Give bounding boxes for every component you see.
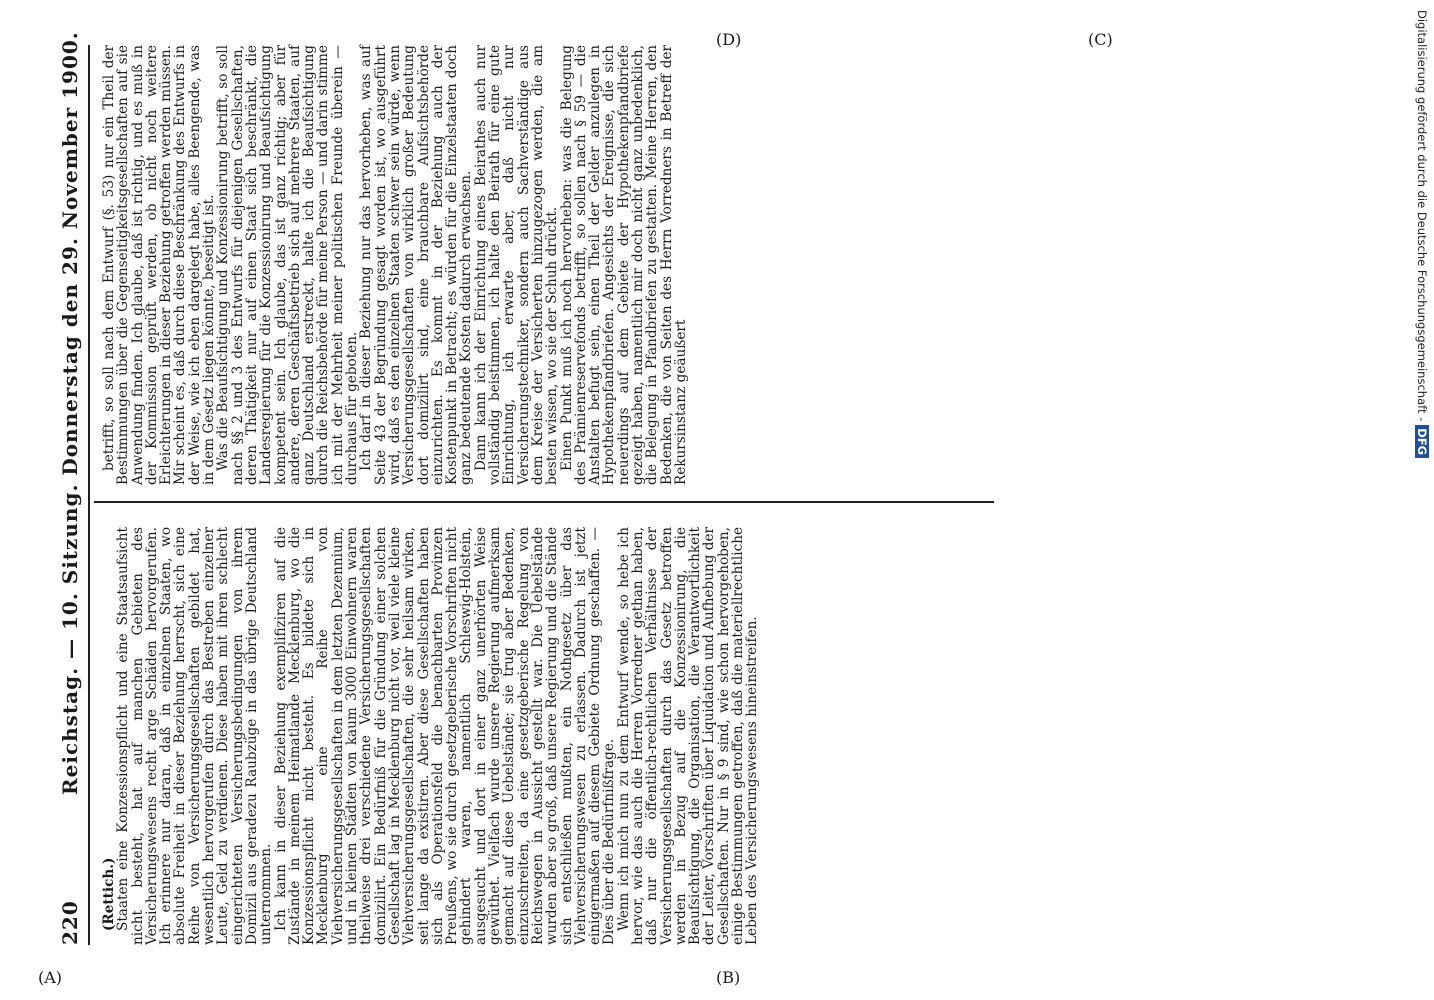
dfg-logo: DFG bbox=[1415, 425, 1429, 458]
rotated-page-content bbox=[58, 31, 1418, 945]
margin-letter-b: (B) bbox=[716, 968, 741, 987]
speaker-name: (Rettich.) bbox=[101, 857, 117, 931]
paragraph: betrifft, so soll nach dem Entwurf (§. 53) nur ein Theil der Bestimmungen über die Gegenseitigkeitsgesellschaften auf sie Anwendung finden. Ich glaube, daß ist richtig, und es muß in der Kommission geprüft werden, ob nicht noch weitere Erleichterungen in dieser Beziehung getroffen werden müssen. Mir scheint es, daß durch diese Beschränkung des Entwurfs in der Weise, wie ich eben dargelegt habe, alles Beengende, was in dem Gesetz liegen könnte, beseitigt ist. bbox=[101, 45, 218, 485]
paragraph: Staaten eine Konzessionspflicht und eine Staatsaufsicht nicht besteht, hat auf manchen Gebieten des Versicherungswesens recht arge Schäden hervorgerufen. Ich erinnere nur daran, daß in einzelnen Staaten, wo absolute Freiheit in dieser Beziehung herrscht, sich eine Reihe von Versicherungsgesellschaften gebildet hat, wesentlich hervorgerufen durch das Bestreben einzelner Leute, Geld zu verdienen. Diese haben mit ihren schlecht eingerichteten Versicherungsbedingungen von ihrem Domizil aus geradezu Raubzüge in das übrige Deutschland unternommen. bbox=[115, 527, 275, 945]
column-divider bbox=[94, 501, 994, 503]
paragraph: Dann kann ich der Einrichtung eines Beirathes auch nur vollständig beistimmen, ich halte den Beirath für eine gute Einrichtung, ich erwarte aber, daß nicht nur Versicherungstechniker, sondern auch Sachverständige aus dem Kreise der Versicherten hinzugezogen werden, die am besten wissen, wo sie der Schuh drückt. bbox=[472, 45, 561, 485]
paragraph: Ich kann in dieser Beziehung exemplifiziren auf die Zustände in meinem Heimatlande Mecklenburg, wo die Konzessionspflicht nicht besteht. Es bildete sich in Mecklenburg eine Reihe von Viehversicherungsgesellschaften in dem letzten Dezennium, und in kleinen Städten von kaum 3000 Einwohnern waren theilweise drei verschiedene Versicherungsgesellschaften domizilirt. Ein Bedürfniß für die Gründung einer solchen Gesellschaft lag in Mecklenburg nicht vor, weil viele kleine Viehversicherungsgesellschaften, die sehr heilsam wirken, seit lange da existiren. Aber diese Gesellschaften haben sich als Operationsfeld die benachbarten Provinzen Preußens, wo sie durch gesetzgeberische Vorschriften nicht gehindert waren, namentlich Schleswig-Holstein, ausgesucht und dort in einer ganz unerhörten Weise gewüthet. Vielfach wurde unsere Regierung aufmerksam gemacht auf diese Uebelstände; sie trug aber Bedenken, einzuschreiten, da eine gesetzgeberische Regelung von Reichswegen in Aussicht gestellt war. Die Uebelstände wurden aber so groß, daß unsere Regierung und die Stände sich entschließen mußten, ein Nothgesetz über das Viehversicherungswesen zu erlassen. Dadurch ist jetzt einigermaßen auf diesem Gebiete Ordnung geschaffen. — Dies über die Bedürfnißfrage. bbox=[272, 527, 618, 945]
paragraph: Ich darf in dieser Beziehung nur das hervorheben, was auf Seite 43 der Begründung gesagt worden ist, wo ausgeführt wird, daß es den einzelnen Staaten schwer sein würde, wenn Versicherungsgesellschaften von wirklich großer Bedeutung dort domizilirt sind, eine brauchbare Aufsichtsbehörde einzurichten. Es kommt in der Beziehung auch der Kostenpunkt in Betracht; es würden für die Einzelstaaten doch ganz bedeutende Kosten dadurch erwachsen. bbox=[358, 45, 475, 485]
page-header bbox=[58, 31, 86, 945]
margin-letter-d: (D) bbox=[716, 30, 742, 49]
credit-text: Digitalisierung gefördert durch die Deutsche Forschungsgemeinschaft - bbox=[1415, 10, 1429, 422]
margin-letter-a: (A) bbox=[38, 968, 63, 987]
page-number: 220 bbox=[58, 900, 82, 945]
left-column bbox=[101, 527, 761, 945]
page-title: Reichstag. — 10. Sitzung. Donnerstag den 29. November 1900. bbox=[58, 31, 82, 795]
paragraph: Wenn ich mich nun zu dem Entwurf wende, so hebe ich hervor, wie das auch die Herren Vorredner gethan haben, daß nur die öffentlich-rechtlichen Verhältnisse der Versicherungsgesellschaften durch das Gesetz betroffen werden in Bezug auf die Konzessionirung, die Beaufsichtigung, die Organisation, die Verantwortlichkeit der Leiter, Vorschriften über Liquidation und Aufhebung der Gesellschaften. Nur in § 9 sind, wie schon hervorgehoben, einige Bestimmungen getroffen, daß die materiellrechtliche Leben des Versicherungswesens hineinstreifen. bbox=[615, 527, 761, 945]
paragraph: Was die Beaufsichtigung und Konzessionirung betrifft, so soll nach §§ 2 und 3 des Entwurfs für diejenigen Gesellschaften, deren Thätigkeit nur auf einen Staat sich beschränkt, die Landesregierung für die Konzessionirung und Beaufsichtigung kompetent sein. Ich glaube, das ist ganz richtig; aber für andere, deren Geschäftsbetrieb sich auf mehrere Staaten, auf ganz Deutschland erstreckt, halte ich die Beaufsichtigung durch die Reichsbehörde für meine Person — und darin stimme ich mit der Mehrheit meiner politischen Freunde überein — durchaus für geboten. bbox=[215, 45, 361, 485]
header-rule bbox=[88, 45, 90, 945]
right-column bbox=[102, 45, 1382, 485]
paragraph: Einen Punkt muß ich noch hervorheben: was die Belegung des Prämienreservefonds betrifft, so sollen nach § 59 — die Anstalten befugt sein, einen Theil der Gelder anzulegen in Hypothekenpfandbriefen. Angesichts der Ereignisse, die sich neuerdings auf dem Gebiete der Hypothekenpfandbriefe gezeigt haben, namentlich mir doch nicht ganz unbedenklich, die Belegung in Pfandbriefen zu gestatten. Meine Herren, den Bedenken, die von Seiten des Herrn Vorredners in Betreff der Rekursinstanz geäußert bbox=[558, 45, 689, 485]
margin-letter-c: (C) bbox=[1088, 30, 1113, 49]
digitization-credit bbox=[1413, 10, 1429, 990]
